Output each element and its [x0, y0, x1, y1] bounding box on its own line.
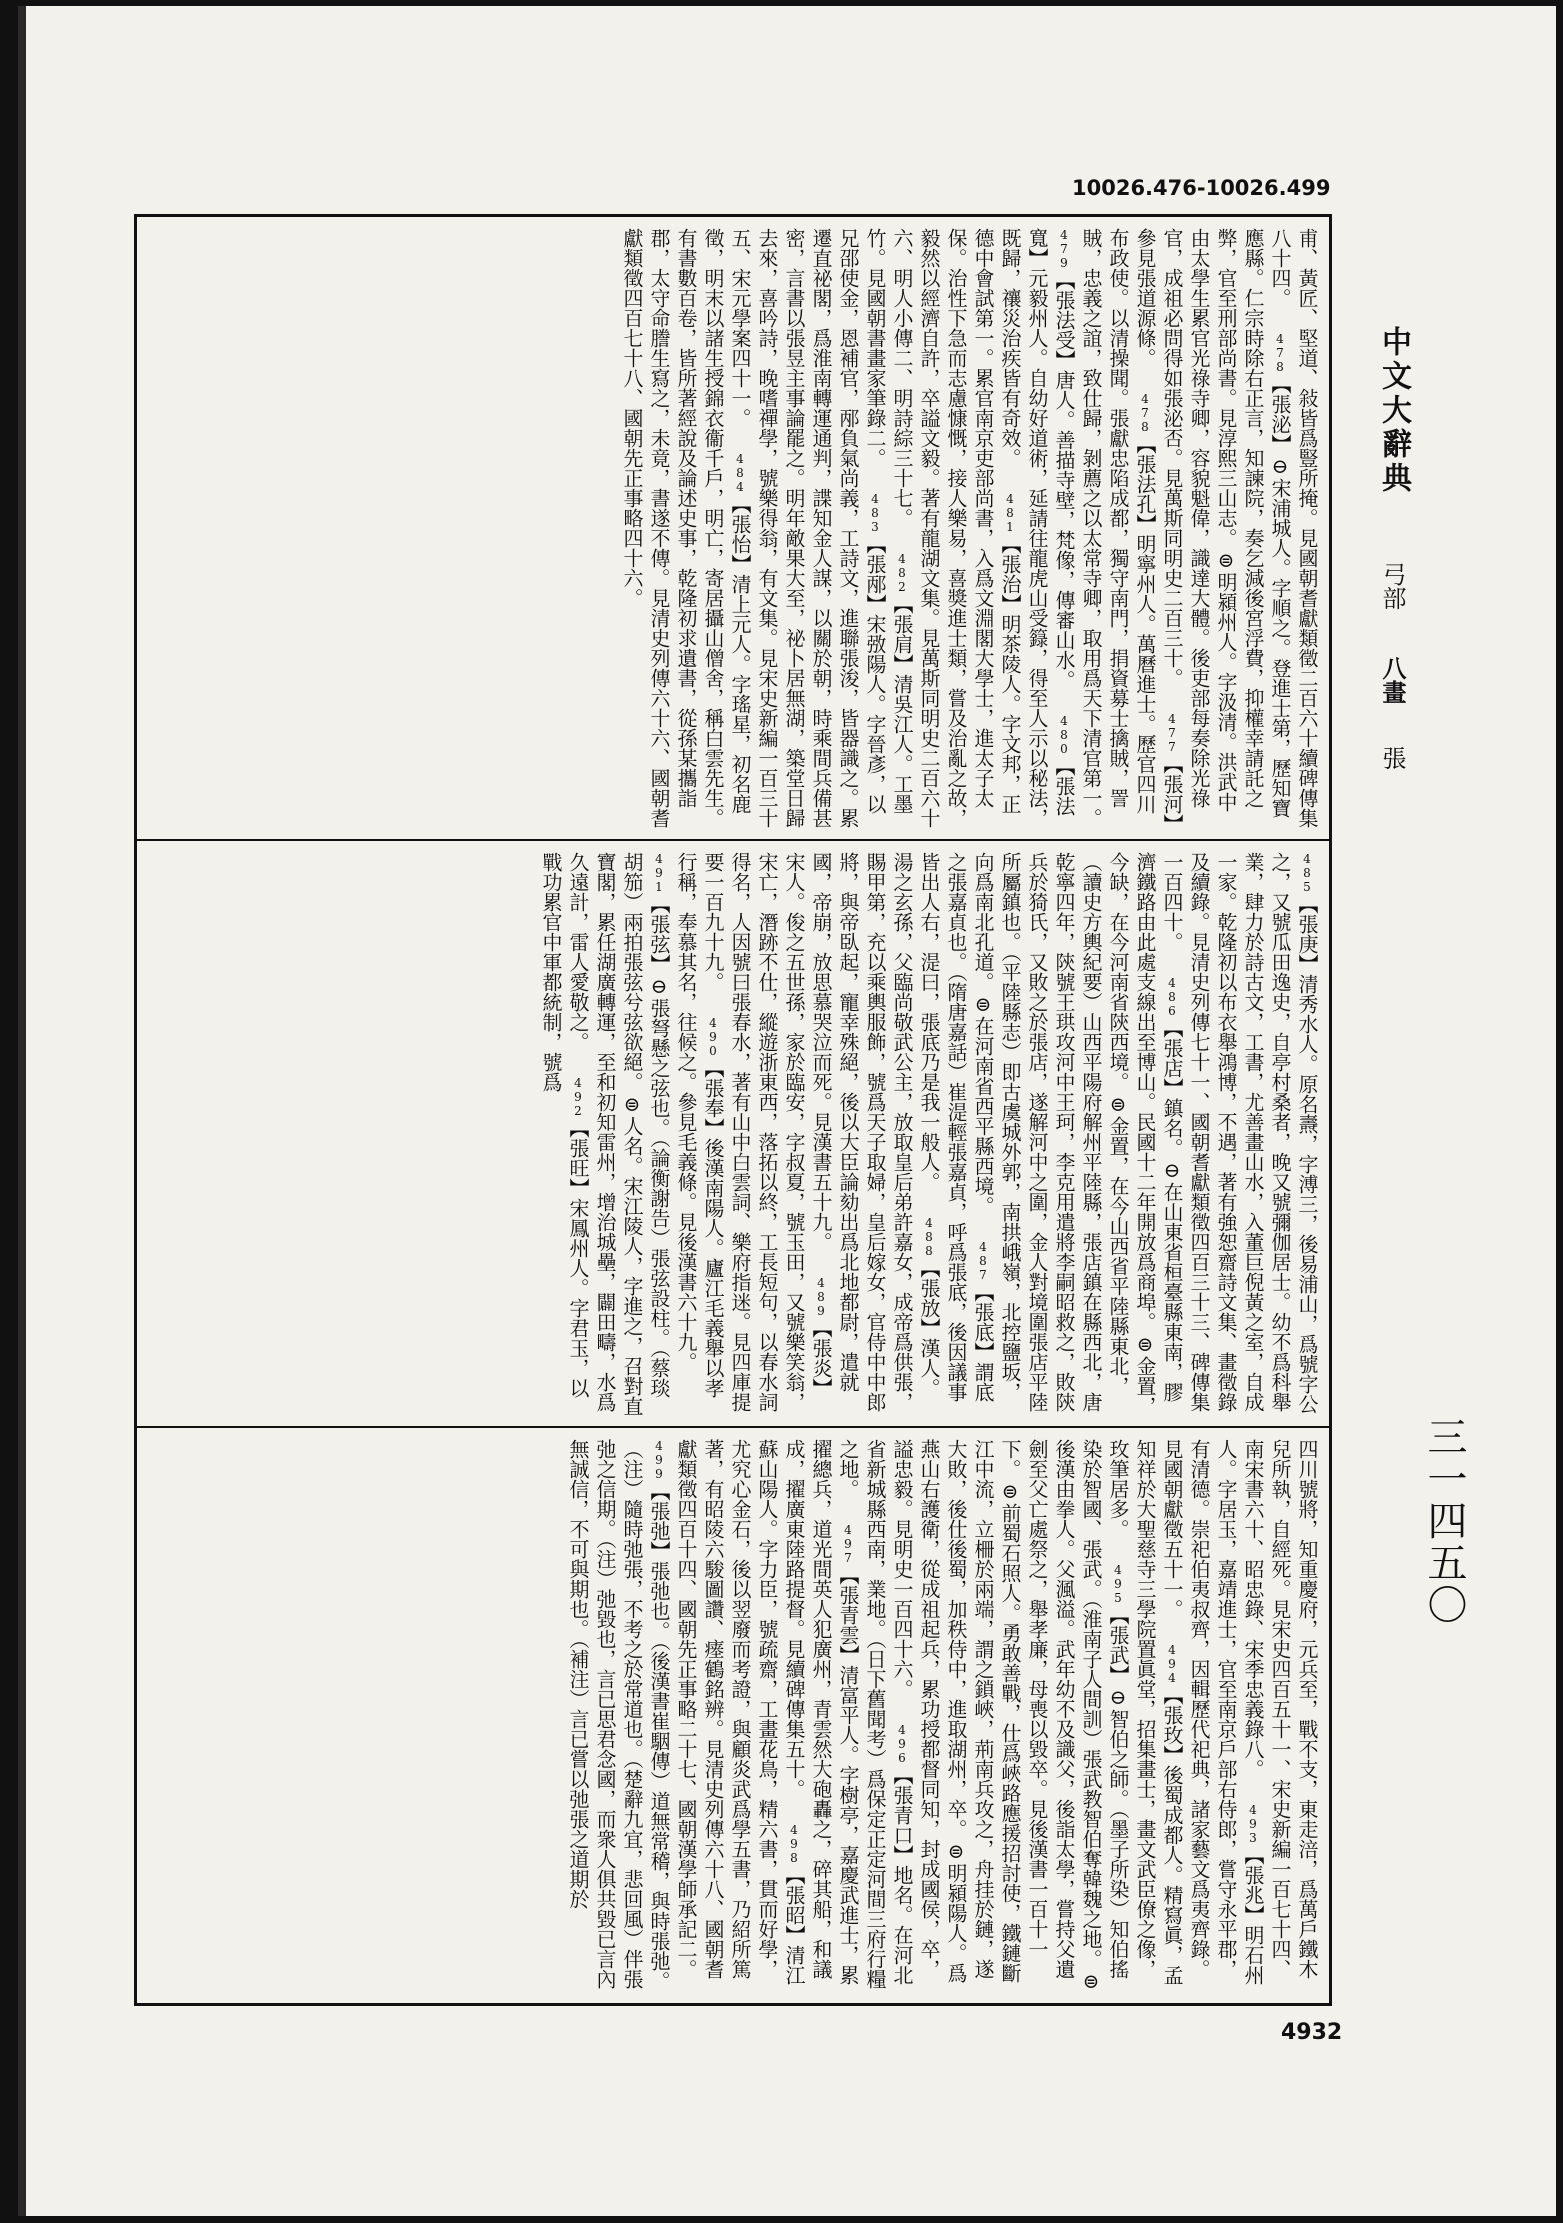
entry-section-bottom	[144, 1439, 1320, 1993]
frame-bottom-rule	[134, 2003, 1332, 2006]
entry-text: 【張旺】宋鳳州人。字君玉，以戰功累官中軍都統制，號爲	[539, 852, 590, 1398]
entry-number: 492	[571, 1076, 585, 1118]
entry-text: 【張青口】地名。在河北省新城縣西南，業地。（日下舊聞考）爲保定正定河間三府行糧之地。	[836, 1439, 914, 1989]
frame-top-rule	[134, 214, 1332, 217]
entry-text: 四川號將，知重慶府，元兵至，戰不支，東走涪，爲萬戶鐵木兒所執，自經死。見宋史四百五十一、宋史新編一百七十四、南宋書六十、昭忠錄、宋季忠義錄八。	[1241, 1439, 1319, 1979]
entry-number: 498	[787, 1823, 801, 1865]
section-divider-2	[134, 1426, 1332, 1428]
entry-text: 【張法受】唐人。善描寺壁，梵像，傳審山水。	[1052, 270, 1076, 690]
entry-text: 【張河】參見張道源條。	[1133, 228, 1184, 824]
entry-number: 484	[733, 452, 747, 494]
entry-number: 495	[1111, 1563, 1125, 1605]
entry-number: 481	[1003, 492, 1017, 534]
entry-text: 【張怡】清上元人。字瑤星，初名鹿徵，明末以諸生授錦衣衞千戶，明亡，寄居攝山僧舍，稱白雲先生。有書數百卷，皆所著經說及論述史事，乾隆初求遺書，從孫某攜詣郡，太守命謄生寫之，未竟，書遂不傳。見清史列傳六十六、國朝耆獻類徵四百七十八、國朝先正事略四十六。	[620, 228, 752, 828]
entry-text: 【張邴】宋㢸陽人。字晉彥，以兄邵使金，恩補官，邴負氣尚義，工詩文，進聯張浚，皆器識之。累遷直祕閣，爲淮南轉運通判，諜知金人謀，以關於朝，時乘間兵備甚密，言書以張昱主事論罷之。明年敵果大至，祕卜居無湖，築堂日歸去來，喜吟詩，晚嗜禪學，號樂得翁，有文集。見宋史新編一百三十五、宋元學案四十一。	[728, 228, 887, 828]
entry-text: 【張奉】後漢南陽人。廬江毛義舉以孝行稱，奉慕其名，往候之。參見毛義條。見後漢書六十九。	[674, 852, 725, 1398]
entry-number: 477	[1165, 712, 1179, 754]
entry-number: 485	[1300, 852, 1314, 894]
dictionary-title: 中文大辭典	[1376, 326, 1411, 496]
page-index-tab: 三一四五〇	[1421, 1416, 1467, 1626]
entry-text: 【張泌】⊖宋浦城人。字順之。登進士第，歷知寶應縣。仁宗時除右正言，知諫院，奏乞減後宮浮費，抑權幸請託之弊，官至刑部尚書。見淳熙三山志。⊜明潁州人。字汲清。洪武中由太學生累官光祿寺卿，容貌魁偉，識達大體。後吏部每奏除光祿官，成祖必問得如張泌否。見萬斯同明史二百三十。	[1160, 228, 1292, 818]
entry-text: 甫、黃匠、堅道、敍皆爲豎所掩。見國朝耆獻類徵二百六十續碑傳集八十四。	[1268, 228, 1319, 828]
radical-label: 弓部	[1378, 562, 1406, 610]
entry-text: 【張青雲】清富平人。字樹亭，嘉慶武進士，累擢總兵，道光間英人犯廣州，青雲然大砲轟之，碎其船，和議成，擢廣東陸路提督。見續碑傳集五十。	[782, 1439, 860, 1985]
entry-number: 491	[652, 852, 666, 894]
head-character: 張	[1378, 746, 1406, 770]
entry-number: 487	[976, 1240, 990, 1282]
entry-text: 【張肩】清吳江人。工墨竹。見國朝書畫家筆錄二。	[863, 228, 914, 814]
entry-text: 【張弛】張弛也。（後漢書崔駰傳）道無常稽，與時張弛。（注）隨時弛張，不考之於常道也。（楚辭九宜，悲回風）伴張弛之信期。（注）弛毀也，言已思君念國，而衆人俱共毀已言內無誠信，不可與期也。（補注）言已嘗以弛張之道期於	[566, 1439, 671, 1991]
entry-number: 488	[922, 1216, 936, 1258]
stroke-count-label: 八畫	[1378, 656, 1407, 704]
entry-text: 【張武】⊖智伯之師。（墨子所染）知伯搖染於智國、張武。（淮南子人間訓）張武教智伯奪韓魏之地。⊜後漢由拳人。父渢溢。武年幼不及識父，後詣太學，嘗持父遺劍至父亡處祭之，舉孝廉，母喪以毀卒。見後漢書一百十一下。⊜前蜀石照人。勇敢善戰，仕爲峽路應援招討使，鐵鏈斷江中流，立柵於兩端，謂之鎖峽，荊南兵攻之，舟挂於鏈，遂大敗，後仕後蜀，加秩侍中，進取湖州，卒。⊜明潁陽人。爲燕山右護衛，從成祖起兵，累功授都督同知，封成國侯，卒，謚忠毅。見明史一百四十六。	[890, 1439, 1130, 1993]
entry-number: 482	[895, 552, 909, 594]
entry-number: 483	[868, 492, 882, 534]
entry-number: 499	[652, 1439, 666, 1481]
entry-number: 479	[1057, 228, 1071, 270]
section-divider-1	[134, 839, 1332, 841]
entry-number: 494	[1165, 1643, 1179, 1685]
entry-text: 【張玫】後蜀成都人。精寫眞，孟知祥於大聖慈寺三學院置眞堂，招集畫士，畫文武臣僚之像，玫筆居多。	[1106, 1439, 1184, 1985]
entry-number: 478	[1138, 392, 1152, 434]
entry-number: 480	[1057, 714, 1071, 756]
entry-text: 【張底】謂底之張嘉貞也。（隋唐嘉話）崔湜輕張嘉貞，呼爲張底，後因議事皆出人右，湜曰，張底乃是我一般人。	[917, 852, 995, 1402]
entry-text: 【張法寬】元毅州人。自幼好道術，延請往龍虎山受籙，得至人示以秘法，既歸，禳災治疾皆有奇效。	[998, 228, 1076, 828]
dictionary-page	[18, 6, 1556, 2216]
page-number: 4932	[1281, 2020, 1343, 2045]
entry-text: 【張炎】宋人。俊之五世孫，家於臨安，字叔夏，號玉田，又號樂笑翁，宋亡，潛跡不仕，縱遊浙東西，落拓以終，工長短句，以春水詞得名，人因號曰張春水，著有山中白雲詞、樂府指迷。見四庫提要一百九十九。	[701, 852, 833, 1412]
entry-number: 493	[1246, 1803, 1260, 1845]
entry-number: 497	[841, 1523, 855, 1565]
entry-text: 【張治】明茶陵人。字文邦，正德中會試第一。累官南京吏部尚書，入爲文淵閣大學士，進太子太保。治性下急而志慮慷慨，接人樂易，喜獎進士類，嘗及治亂之故，毅然以經濟自許，卒謚文毅。著有龍湖文集。見萬斯同明史二百六十六、明人小傳二、明詩綜三十七。	[890, 228, 1022, 828]
entry-number: 490	[706, 1016, 720, 1058]
entry-section-top	[144, 228, 1320, 828]
entry-text: 【張放】漢人。湯之玄孫，父臨尚敬武公主，放取皇后弟許嘉女，成帝爲供張，賜甲第，充以乘輿服飾，號爲天子取婦，皇后嫁女，官侍中中郎將，與帝臥起，寵幸殊絕，後以大臣論劾出爲北地都尉，遣就國，帝崩，放思慕哭泣而死。見漢書五十九。	[809, 852, 941, 1412]
entry-number: 489	[814, 1276, 828, 1318]
entry-text: 【張兆】明石州人。字居玉，嘉靖進士，官至南京戶部右侍郎，嘗守永平郡，有清德。崇祀伯夷叔齊，因輯歷代祀典，諸家藝文爲夷齊錄。見國朝獻徵五十一。	[1160, 1439, 1265, 1985]
entry-number: 478	[1273, 332, 1287, 374]
entry-number: 486	[1165, 976, 1179, 1018]
entry-text: 【張店】鎮名。⊖在山東省桓臺縣東南，膠濟鐵路由此處支線出至博山。民國十二年開放爲商埠。⊜金置，今缺，在今河南省陝西境。⊜金置，在今山西省平陸縣東北，（讀史方輿紀要）山西平陽府解州平陸縣，張店鎮在縣西北，唐乾寧四年，陝號王珙攻河中王珂，李克用遣將李嗣昭救之，敗陝兵於猗氏，又敗之於張店，遂解河中之圍，金人對境圍張店平陸所屬鎮也。（平陸縣志）即古虞城外郭，南拱峨嶺，北控鹽坂，向爲南北孔道。⊜在河南省西平縣西境。	[971, 852, 1184, 1416]
entry-text: 【張弦】⊖張弩懸之弦也。（論衡謝告）張弦設柱。（蔡琰胡笳）兩拍張弦兮弦欲絕。⊜人名。宋江陵人，字進之，召對直寶閣，累任湖廣轉運，至和初知雷州，增治城壘，闢田疇，水爲久遠計，雷人愛敬之。	[566, 852, 671, 1416]
entry-number: 496	[895, 1723, 909, 1765]
page-code: 10026.476-10026.499	[1072, 176, 1331, 200]
frame-right-rule	[1329, 214, 1332, 2006]
entry-section-middle	[144, 852, 1320, 1416]
entry-text: 【張庚】清秀水人。原名燾，字溥三，後易浦山，爲號字公之，又號瓜田逸史，自亭村桑者，晚又號彌伽居士。幼不爲科舉業，肆力於詩古文，工書，尤善畫山水，入董巨倪黃之室，自成一家。乾隆初以布衣舉鴻博，不遇，著有強恕齋詩文集、畫徵錄及續錄。見清史列傳七十一、國朝耆獻類徵四百三十三、碑傳集一百四十。	[1160, 852, 1319, 1414]
frame-left-rule	[134, 214, 137, 2006]
entry-text: 【張法孔】明寧州人。萬曆進士。歷官四川布政使。以清操聞。張獻忠陷成都，獨守南門，捐資募士擒賊，詈賊，忠義之誼，致仕歸，剝薦之以太常寺卿，取用爲天下清官第一。	[1079, 228, 1157, 828]
entry-text: 【張昭】清江蘇山陽人。字力臣，號疏齋，工畫花鳥，精六書，貫而好學，尤究心金石，後以翌廢而考證，與顧炎武爲學五書，乃紹所篤著，有昭陵六駿圖讚、瘗鶴銘辨。見清史列傳六十八、國朝耆獻類徵四百十四、國朝先正事略二十七、國朝漢學師承記二。	[674, 1439, 806, 1985]
